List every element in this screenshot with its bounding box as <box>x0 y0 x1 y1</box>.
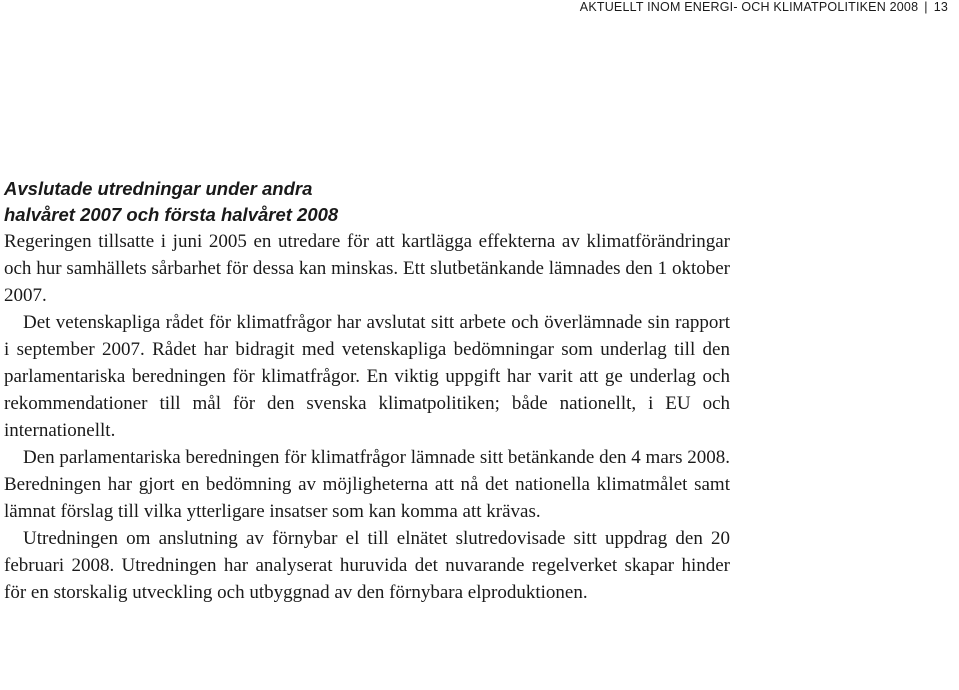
section-heading-line-1: Avslutade utredningar under andra <box>4 178 313 199</box>
section-heading <box>4 176 730 228</box>
section-heading-line-2: halvåret 2007 och första halvåret 2008 <box>4 204 339 225</box>
paragraph-scientific-council: Det vetenskapliga rådet för klimatfrågor har avslutat sitt arbete och överlämnade sin rapport i september 2007. Rådet har bidragit med vetenskapliga bedömningar som underlag till den parlamentariska beredningen för klimatfrågor. En viktig uppgift har varit att ge underlag och rekommendationer till mål för den svenska klimatpolitiken; både nationellt, i EU och internationellt. <box>4 312 730 441</box>
paragraph-climate-vulnerability: Regeringen tillsatte i juni 2005 en utredare för att kartlägga effekterna av klimatförändringar och hur samhällets sårbarhet för dessa kan minskas. Ett slutbetänkande lämnades den 1 oktober 2007. <box>4 231 730 306</box>
paragraph-renewable-grid-inquiry: Utredningen om anslutning av förnybar el till elnätet slutredovisade sitt uppdrag den 20 februari 2008. Utredningen har analyserat huruvida det nuvarande regelverket skapar hinder för en storskalig utveckling och utbyggnad av den förnybara elproduktionen. <box>4 528 730 603</box>
publication-title: AKTUELLT INOM ENERGI- OCH KLIMATPOLITIKEN 2008 <box>579 0 919 14</box>
paragraph-parliamentary-committee: Den parlamentariska beredningen för klimatfrågor lämnade sitt betänkande den 4 mars 2008. Beredningen har gjort en bedömning av möjligheterna att nå det nationella klimatmålet samt lämnat förslag till vilka ytterligare insatser som kan komma att krävas. <box>4 447 730 522</box>
header-separator: | <box>924 0 928 14</box>
page-number: 13 <box>933 0 948 14</box>
article-section <box>4 176 730 606</box>
running-header <box>580 0 948 14</box>
